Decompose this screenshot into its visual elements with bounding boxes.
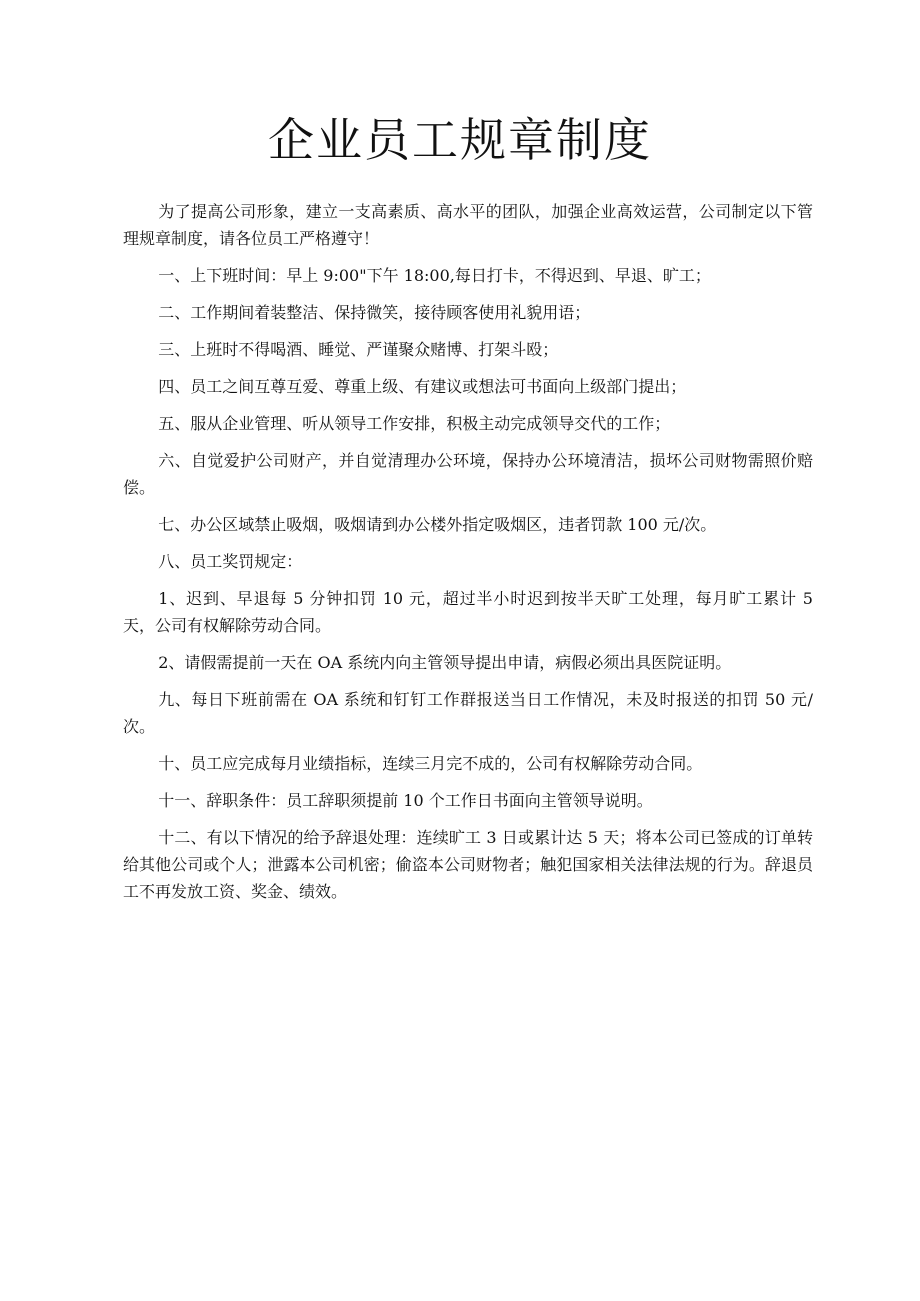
- rule-11-resignation: 十一、辞职条件：员工辞职须提前 10 个工作日书面向主管领导说明。: [158, 791, 653, 810]
- rule-8-rewards-penalties: 八、员工奖罚规定：: [158, 552, 303, 571]
- rule-3-conduct: 三、上班时不得喝酒、睡觉、严谨聚众赌博、打架斗殴；: [158, 340, 559, 359]
- rule-7-smoking: 七、办公区域禁止吸烟，吸烟请到办公楼外指定吸烟区，违者罚款 100 元/次。: [158, 515, 717, 534]
- document-title: 企业员工规章制度: [268, 113, 652, 167]
- rule-5-management: 五、服从企业管理、听从领导工作安排，积极主动完成领导交代的工作；: [158, 414, 671, 433]
- rule-1-work-hours: 一、上下班时间：早上 9:00"下午 18:00,每日打卡，不得迟到、早退、旷工；: [158, 266, 711, 285]
- rule-9-daily-report: 九、每日下班前需在 OA 系统和钉钉工作群报送当日工作情况，未及时报送的扣罚 50 元/次。: [123, 690, 813, 736]
- rule-10-performance: 十、员工应完成每月业绩指标，连续三月完不成的，公司有权解除劳动合同。: [158, 754, 703, 773]
- rule-4-respect: 四、员工之间互尊互爱、尊重上级、有建议或想法可书面向上级部门提出；: [158, 377, 687, 396]
- rule-8-item-1-lateness: 1、迟到、早退每 5 分钟扣罚 10 元，超过半小时迟到按半天旷工处理，每月旷工累计 5 天，公司有权解除劳动合同。: [123, 589, 813, 635]
- intro-paragraph: 为了提高公司形象，建立一支高素质、高水平的团队，加强企业高效运营，公司制定以下管理规章制度，请各位员工严格遵守！: [123, 202, 813, 248]
- rule-8-item-2-leave: 2、请假需提前一天在 OA 系统内向主管领导提出申请，病假必须出具医院证明。: [158, 653, 732, 672]
- rule-2-dress-code: 二、工作期间着装整洁、保持微笑，接待顾客使用礼貌用语；: [158, 303, 591, 322]
- rule-12-dismissal: 十二、有以下情况的给予辞退处理：连续旷工 3 日或累计达 5 天；将本公司已签成的订单转给其他公司或个人；泄露本公司机密；偷盗本公司财物者；触犯国家相关法律法规的行为。辞退员工不再发放工资、奖金、绩效。: [123, 828, 813, 901]
- document-body: [123, 198, 813, 915]
- rule-6-property: 六、自觉爱护公司财产，并自觉清理办公环境，保持办公环境清洁，损坏公司财物需照价赔偿。: [123, 451, 813, 497]
